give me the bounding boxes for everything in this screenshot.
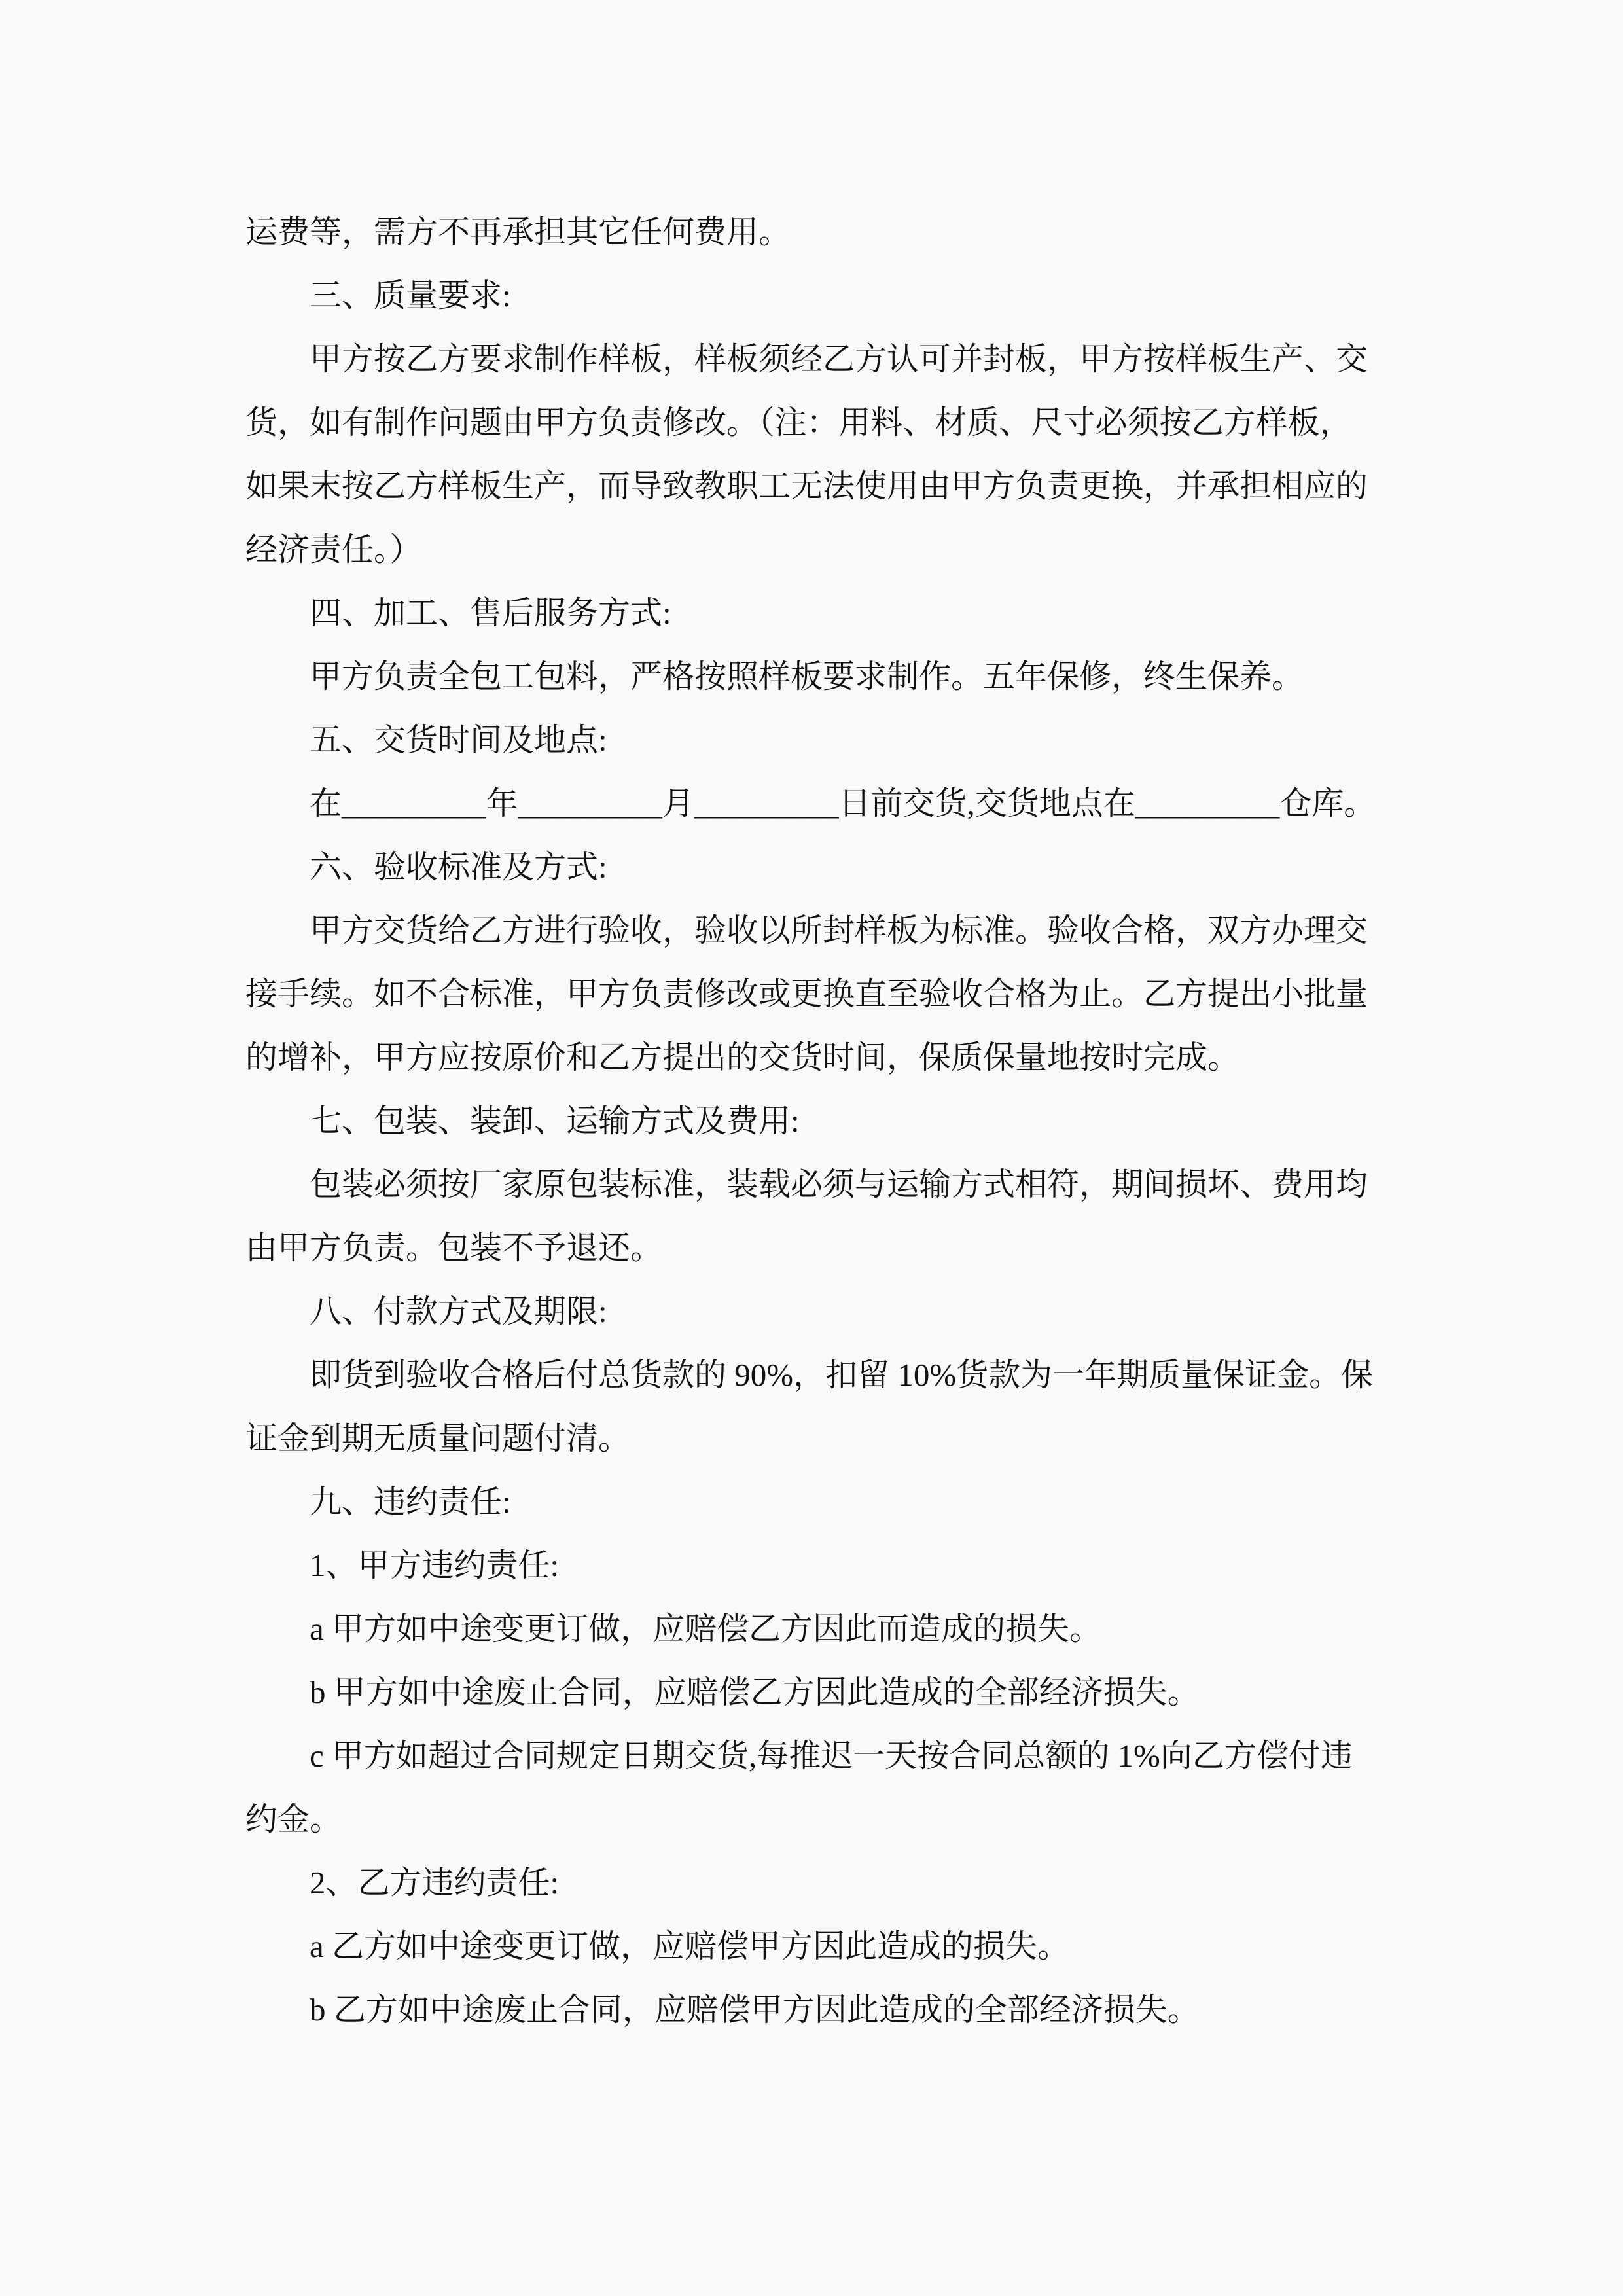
contract-text-line: 八、付款方式及期限: xyxy=(310,1293,607,1329)
contract-text-line: 四、加工、售后服务方式: xyxy=(310,595,671,631)
contract-text-line: 甲方按乙方要求制作样板，样板须经乙方认可并封板，甲方按样板生产、交 xyxy=(310,341,1368,377)
contract-text-line: c 甲方如超过合同规定日期交货,每推迟一天按合同总额的 1%向乙方偿付违 xyxy=(310,1738,1353,1774)
contract-text-line: 五、交货时间及地点: xyxy=(310,722,607,758)
contract-text-line: 证金到期无质量问题付清。 xyxy=(245,1420,631,1456)
contract-text-line: 运费等，需方不再承担其它任何费用。 xyxy=(245,214,791,250)
contract-text-line: a 甲方如中途变更订做，应赔偿乙方因此而造成的损失。 xyxy=(310,1611,1101,1647)
contract-text-line: 2、乙方违约责任: xyxy=(310,1865,560,1901)
contract-text-line: 三、质量要求: xyxy=(310,278,511,314)
contract-text-line: 七、包装、装卸、运输方式及费用: xyxy=(310,1103,800,1139)
contract-text-line: 包装必须按厂家原包装标准，装载必须与运输方式相符，期间损坏、费用均 xyxy=(310,1166,1368,1202)
contract-text-line: 即货到验收合格后付总货款的 90%，扣留 10%货款为一年期质量保证金。保 xyxy=(310,1357,1374,1393)
contract-text-line: 在_________年_________月_________日前交货,交货地点在_________仓库。 xyxy=(310,785,1376,821)
contract-text-line: 六、验收标准及方式: xyxy=(310,849,607,885)
contract-text-line: 经济责任。） xyxy=(245,531,422,567)
document-body xyxy=(245,200,1443,2041)
contract-text-line: 的增补，甲方应按原价和乙方提出的交货时间，保质保量地按时完成。 xyxy=(245,1039,1240,1075)
contract-text-line: 如果末按乙方样板生产，而导致教职工无法使用由甲方负责更换，并承担相应的 xyxy=(245,468,1368,504)
contract-text-line: 甲方负责全包工包料，严格按照样板要求制作。五年保修，终生保养。 xyxy=(310,658,1304,694)
contract-text-line: 约金。 xyxy=(245,1801,342,1837)
contract-text-line: a 乙方如中途变更订做，应赔偿甲方因此造成的损失。 xyxy=(310,1928,1069,1964)
contract-text-line: 1、甲方违约责任: xyxy=(310,1547,560,1583)
contract-text-line: 九、违约责任: xyxy=(310,1484,511,1520)
contract-text-line: 甲方交货给乙方进行验收，验收以所封样板为标准。验收合格，双方办理交 xyxy=(310,912,1368,948)
contract-text-line: 货，如有制作问题由甲方负责修改。（注：用料、材质、尺寸必须按乙方样板， xyxy=(245,404,1352,440)
contract-text-line: b 甲方如中途废止合同，应赔偿乙方因此造成的全部经济损失。 xyxy=(310,1674,1200,1710)
contract-text-line: 由甲方负责。包装不予退还。 xyxy=(245,1230,663,1266)
contract-text-line: b 乙方如中途废止合同，应赔偿甲方因此造成的全部经济损失。 xyxy=(310,1992,1200,2028)
contract-text-line: 接手续。如不合标准，甲方负责修改或更换直至验收合格为止。乙方提出小批量 xyxy=(245,976,1368,1012)
